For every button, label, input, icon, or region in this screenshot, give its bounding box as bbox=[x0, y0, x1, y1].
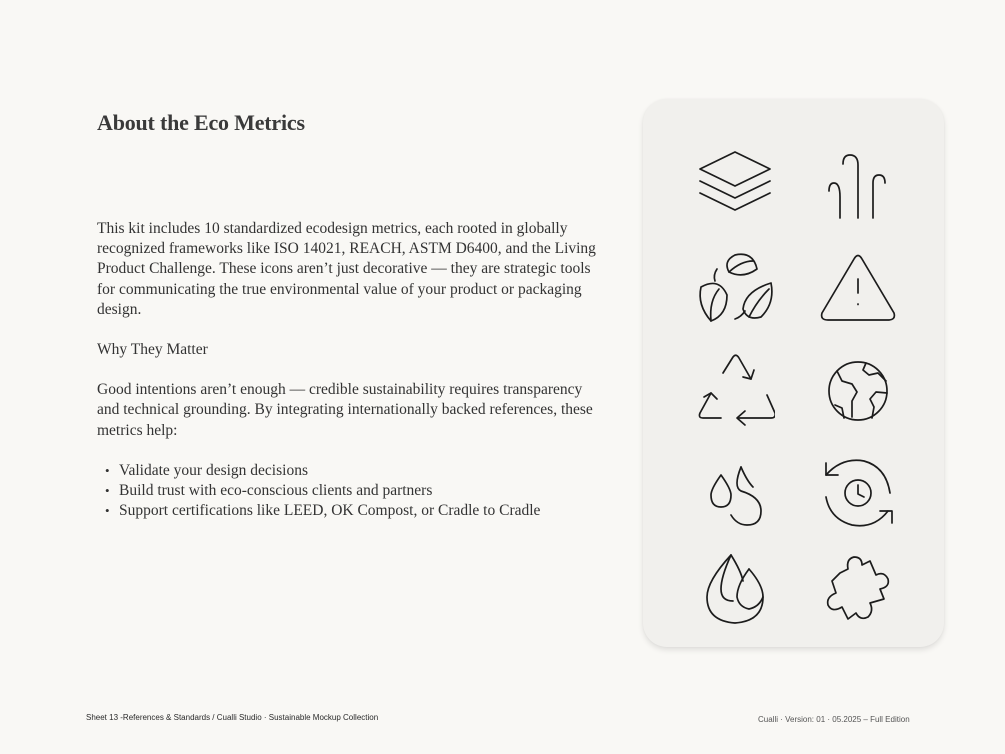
list-item: • Validate your design decisions bbox=[105, 461, 597, 481]
icon-card bbox=[643, 99, 944, 647]
benefits-list bbox=[97, 461, 597, 522]
page-title: About the Eco Metrics bbox=[97, 110, 305, 135]
body-text bbox=[97, 219, 597, 521]
layers-icon bbox=[695, 147, 775, 227]
good-intentions-paragraph: Good intentions aren’t enough — credible sustainability requires transparency and technical grounding. By integrating internationally backed references, these metrics help: bbox=[97, 381, 593, 439]
water-drops-icon bbox=[695, 453, 775, 533]
why-heading: Why They Matter bbox=[97, 341, 208, 359]
warning-icon bbox=[818, 249, 898, 329]
time-cycle-icon bbox=[818, 453, 898, 533]
globe-icon bbox=[818, 351, 898, 431]
intro-paragraph: This kit includes 10 standardized ecodesign metrics, each rooted in globally recognized frameworks like ISO 14021, REACH, ASTM D6400, and the Living Product Challenge. These icons aren’t just decorative — they are strategic tools for communicating the true environmental value of your product or packaging design. bbox=[97, 220, 596, 318]
recycle-icon bbox=[695, 351, 775, 431]
list-item: • Build trust with eco-conscious clients and partners bbox=[105, 481, 597, 501]
list-item: • Support certifications like LEED, OK Compost, or Cradle to Cradle bbox=[105, 501, 597, 521]
leaves-icon bbox=[695, 249, 775, 329]
air-flow-icon bbox=[818, 147, 898, 227]
footer-version: Cualli · Version: 01 · 05.2025 – Full Edition bbox=[758, 715, 910, 724]
footer-sheet-info: Sheet 13 -References & Standards / Cualli Studio · Sustainable Mockup Collection bbox=[86, 713, 379, 722]
flame-drop-icon bbox=[695, 551, 775, 631]
puzzle-icon bbox=[818, 551, 898, 631]
